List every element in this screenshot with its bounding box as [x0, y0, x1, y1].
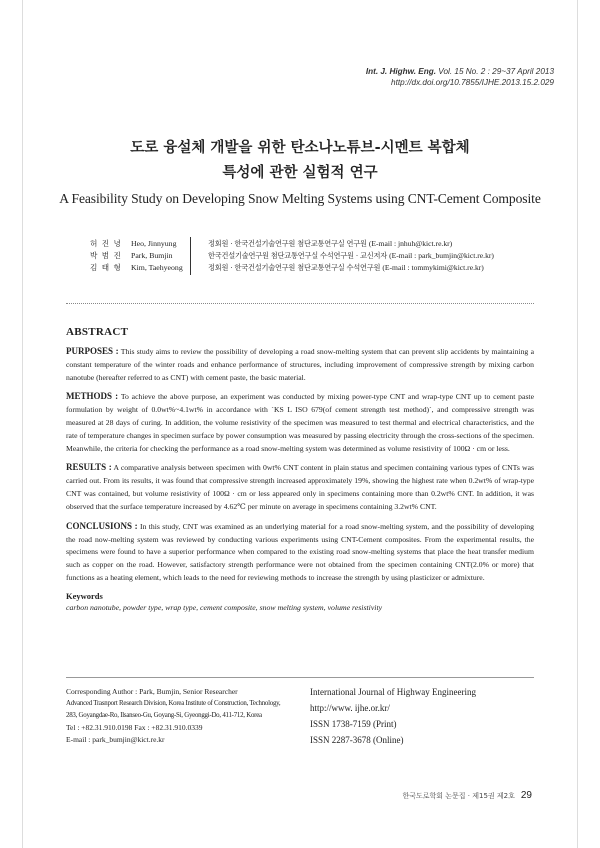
- abstract-methods: [66, 390, 534, 456]
- methods-text: To achieve the above purpose, an experiment was conducted by mixing power-type CNT and wrap-type CNT up to cement paste formulation by weight of 0.0wt%~4.1wt% in accordance with `KS L ISO 679(of cement strength test method)`, and compressive strength was measured at 28 days of curing. In addition, the volume resistivity of the specimen was measured to test thermal and electrical characteristics, and the rate of temperature changes in specimen surface by power consumption was measured by passing electricity through the cross-sections of the specimen. Meanwhile, the criteria for checking the performance as a road snow-melting system was determined as volume resistivity of 100Ω · cm or less.: [66, 392, 534, 453]
- doi-link[interactable]: http://dx.doi.org/10.7855/IJHE.2013.15.2.029: [391, 78, 554, 87]
- footer-journal-text: 한국도로학회 논문집 · 제15권 제2호: [402, 792, 515, 800]
- author-email: (E-mail : park_bumjin@kict.re.kr): [389, 251, 494, 260]
- conclusions-label: CONCLUSIONS :: [66, 520, 138, 531]
- author-email: (E-mail : tommykimi@kict.re.kr): [382, 263, 484, 272]
- author-name-en: Kim, Taehyeong: [131, 263, 183, 272]
- author-division: Advanced Trasnport Research Division, Korea Institute of Construction, Technology,: [66, 700, 281, 707]
- author-name-ko: 김 태 형: [90, 263, 122, 272]
- title-korean-line2: 특성에 관한 실험적 연구: [222, 165, 378, 181]
- results-text: A comparative analysis between specimen with 0wt% CNT content in plain status and specimen containing various types of CNTs was carried out. From its results, it was found that compressive strength increased approximately 19%, showing the highest rate when 0.2wt% of wrap-type CNT was contained, but volume resistivity of 100Ω · cm or less appeared only in specimens containing more than 0.2wt% CNT. In addition, it was observed that the surface temperature increased by 4.62℃ per minute on average in specimens containing 3.2wt% CNT.: [66, 463, 534, 512]
- author-phone-fax: Tel : +82.31.910.0198 Fax : +82.31.910.0339: [66, 723, 203, 732]
- abstract-purposes: [66, 345, 534, 385]
- author-email: (E-mail : jnhuh@kict.re.kr): [368, 239, 453, 248]
- journal-url[interactable]: http://www. ijhe.or.kr/: [310, 703, 390, 713]
- affiliation-text: 정회원 · 한국건설기술연구원 첨단교통연구실 연구원: [208, 239, 369, 248]
- keywords-text: carbon nanotube, powder type, wrap type, cement composite, snow melting system, volume resistivity: [66, 602, 383, 612]
- corresponding-email[interactable]: E-mail : park_bumjin@kict.re.kr: [66, 735, 165, 744]
- author-affiliation: [208, 250, 494, 262]
- journal-volume: Vol. 15 No. 2 : 29~37 April 2013: [436, 67, 554, 76]
- title-english: A Feasibility Study on Developing Snow Melting Systems using CNT-Cement Composite: [59, 191, 541, 206]
- keywords-heading: Keywords: [66, 590, 103, 601]
- abstract-heading: ABSTRACT: [66, 326, 129, 338]
- abstract-conclusions: [66, 520, 534, 586]
- corresponding-author: Corresponding Author : Park, Bumjin, Senior Researcher: [66, 687, 238, 696]
- page-footer: [402, 790, 532, 801]
- author-name-ko: 박 범 진: [90, 251, 122, 260]
- results-label: RESULTS :: [66, 462, 112, 473]
- author-divider: [190, 237, 191, 275]
- journal-header: [366, 66, 554, 88]
- affiliation-text: 한국건설기술연구원 첨단교통연구실 수석연구원 · 교신저자: [208, 251, 390, 260]
- journal-reference: [366, 66, 554, 77]
- section-divider: [66, 303, 534, 304]
- author-name-en: Park, Bumjin: [131, 251, 173, 260]
- footnote-rule: [66, 677, 534, 678]
- author-name-ko: 허 진 녕: [90, 239, 122, 248]
- purposes-text: This study aims to review the possibility of developing a road snow-melting system that can prevent slip accidents by maintaining a constant temperature of the winter roads and enhance performance of structures, including improvement of compressive strength by mixing carbon nanotube (hereafter referred to as CNT) with cement paste, the basic material.: [66, 347, 534, 382]
- conclusions-text: In this study, CNT was examined as an underlying material for a road snow-melting system, and the possibility of developing the road now-melting system was reviewed by conducting various experiments using CNT-Cement composites. From the experimental results, the specimens were found to have a superior performance when compared to the existing road snow-melting systems that place the heat transfer medium such as copper on the road. However, satisfactory strength performance were not obtained from the specimen containing CNT(2.0% or more) that functions as a heating element, which leads to the need for reviewing methods to increase the strength by using plasticizer or admixture.: [66, 521, 534, 583]
- methods-label: METHODS :: [66, 391, 119, 402]
- author-affiliation: [208, 262, 484, 274]
- author-address: 283, Goyangdae-Ro, Ilsanseo-Gu, Goyang-Si, Gyeonggi-Do, 411-712, Korea: [66, 712, 262, 719]
- issn-print: ISSN 1738-7159 (Print): [310, 719, 397, 729]
- correspondence-block: [66, 686, 302, 746]
- author-affiliation: [208, 238, 452, 250]
- journal-abbrev: Int. J. Highw. Eng.: [365, 67, 437, 76]
- affiliation-text: 정회원 · 한국건설기술연구원 첨단교통연구실 수석연구원: [208, 263, 383, 272]
- issn-online: ISSN 2287-3678 (Online): [310, 735, 404, 745]
- journal-info-block: [310, 684, 476, 748]
- author-name-en: Heo, Jinnyung: [131, 239, 177, 248]
- title-korean-line1: 도로 융설체 개발을 위한 탄소나노튜브-시멘트 복합체: [130, 140, 470, 156]
- abstract-results: [66, 461, 534, 514]
- purposes-label: PURPOSES :: [66, 346, 119, 356]
- page-number: 29: [520, 790, 532, 801]
- abstract-section: [66, 326, 534, 612]
- journal-name: International Journal of Highway Engineering: [310, 687, 476, 697]
